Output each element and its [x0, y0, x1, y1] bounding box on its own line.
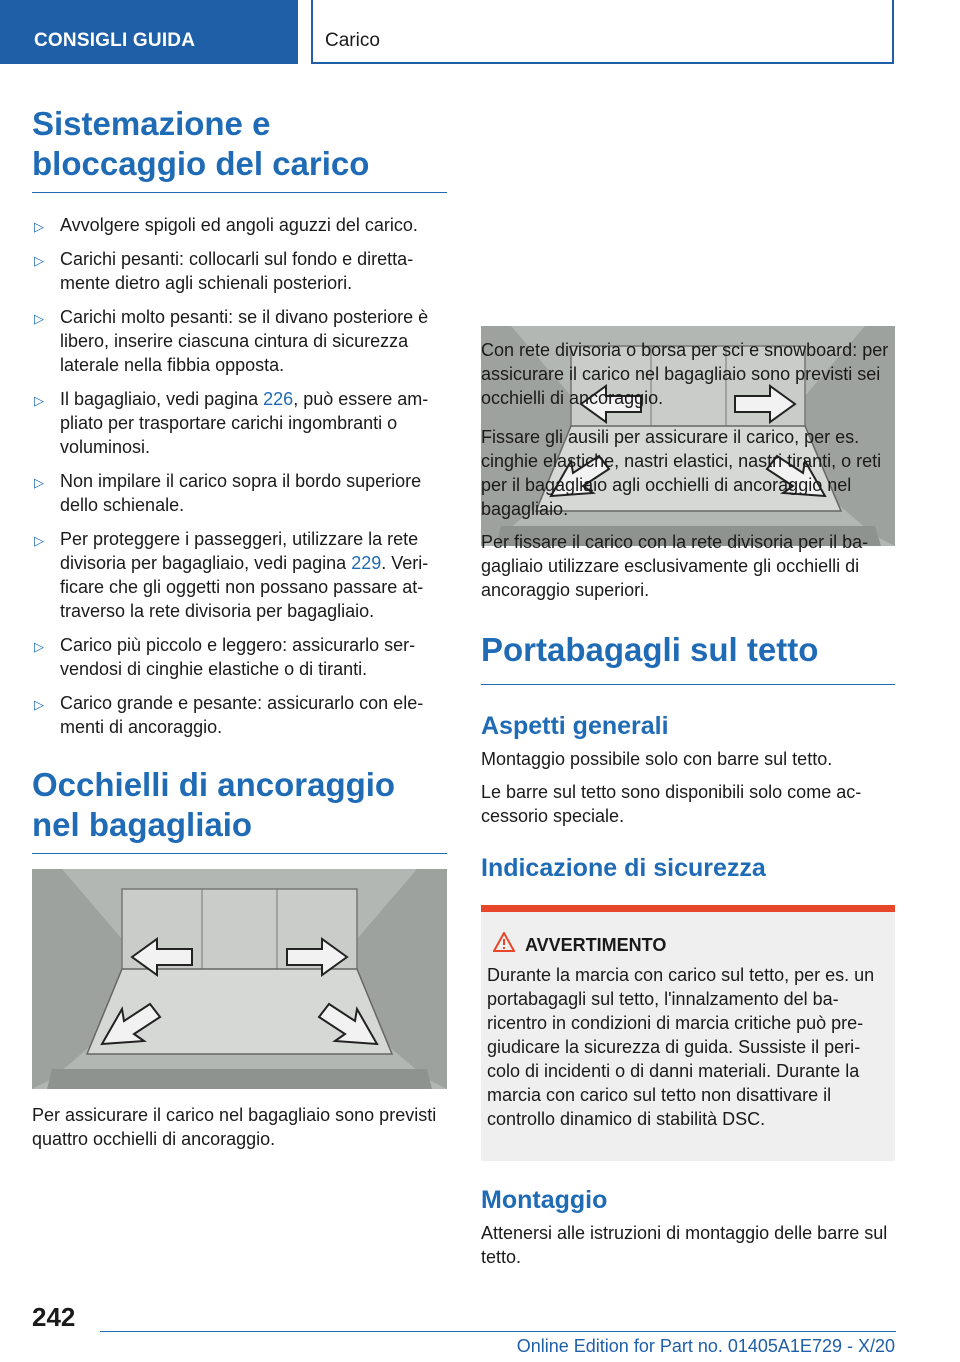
- bullet-item: ▷ Per proteggere i passeggeri, utilizzare la rete divisoria per bagagliaio, vedi pagina 229. Verificare che gli oggetti non possano passare attraverso la rete divisoria per bagagliaio.: [34, 529, 429, 621]
- triangle-bullet-icon: ▷: [34, 697, 44, 712]
- bullet-item: ▷ Carichi pesanti: collocarli sul fondo e direttamente dietro agli schienali posteriori.: [34, 249, 414, 293]
- footer-edition: Online Edition for Part no. 01405A1E729 - X/20: [516, 1336, 895, 1356]
- triangle-bullet-icon: ▷: [34, 219, 44, 234]
- anchor-rule: [32, 853, 447, 854]
- bullet-item: ▷ Il bagagliaio, vedi pagina 226, può essere ampliato per trasportare carichi ingombranti o voluminosi.: [34, 389, 429, 457]
- triangle-bullet-icon: ▷: [34, 311, 44, 326]
- warning-label: AVVERTIMENTO: [525, 935, 667, 955]
- triangle-bullet-icon: ▷: [34, 393, 44, 408]
- safety-heading: Indicazione di sicurezza: [481, 854, 766, 882]
- left-caption: Per assicurare il carico nel bagagliaio sono previsti quattro occhielli di ancoraggio.: [32, 1105, 437, 1149]
- roof-rack-title: Portabagagli sul tetto: [481, 631, 819, 668]
- section-title: Sistemazione e bloccaggio del carico: [32, 105, 370, 182]
- chapter-label: Carico: [325, 30, 380, 51]
- chapter-box: [311, 0, 894, 64]
- right-para-1: Con rete divisoria o borsa per sci e snowboard: per assicurare il carico nel bagagliaio sono previsti sei occhielli di ancoraggio.: [481, 340, 889, 408]
- warning-box: [481, 905, 895, 1161]
- anchor-section: [32, 765, 447, 854]
- general-heading: Aspetti generali: [481, 712, 669, 740]
- section-label: CONSIGLI GUIDA: [34, 30, 196, 51]
- right-column: [481, 338, 895, 883]
- mounting-para: Attenersi alle istruzioni di montaggio delle barre sul tetto.: [481, 1223, 888, 1267]
- section-tab: [0, 0, 298, 64]
- bullet-item: ▷ Carico più piccolo e leggero: assicurarlo servendosi di cinghie elastiche o di tiranti.: [34, 635, 416, 679]
- page-link-226[interactable]: 226: [263, 389, 294, 409]
- bullet-item: ▷ Avvolgere spigoli ed angoli aguzzi del carico.: [32, 213, 447, 237]
- triangle-bullet-icon: ▷: [34, 639, 44, 654]
- right-para-2: Fissare gli ausili per assicurare il carico, per es. cinghie elastiche, nastri elastici, nastri tiranti, o reti per il bagagliaio agli occhielli di ancoraggio nel bagagliaio.: [481, 427, 882, 519]
- triangle-bullet-icon: ▷: [34, 475, 44, 490]
- title-rule: [32, 192, 447, 193]
- mounting-heading: Montaggio: [481, 1186, 608, 1214]
- bullet-item: ▷ Carico grande e pesante: assicurarlo con elementi di ancoraggio.: [34, 693, 424, 737]
- general-para-2: Le barre sul tetto sono disponibili solo come accessorio speciale.: [481, 782, 862, 826]
- general-para-1: Montaggio possibile solo con barre sul tetto.: [481, 749, 833, 769]
- anchor-title: Occhielli di ancoraggio nel bagagliaio: [32, 766, 396, 843]
- page-link-229[interactable]: 229: [351, 553, 382, 573]
- warning-bar: [481, 905, 895, 912]
- footer-rule: [100, 1331, 896, 1332]
- right-para-3: Per fissare il carico con la rete divisoria per il bagagliaio utilizzare esclusivamente gli occhielli di ancoraggio superiori.: [481, 532, 869, 600]
- triangle-bullet-icon: ▷: [34, 533, 44, 548]
- triangle-bullet-icon: ▷: [34, 253, 44, 268]
- roof-rack-rule: [481, 684, 895, 685]
- page-number: 242: [32, 1302, 76, 1332]
- mounting-section: [481, 1186, 895, 1269]
- warning-text: Durante la marcia con carico sul tetto, per es. un portabagagli sul tetto, l'innalzamento del baricentro in condizioni di marcia critiche può pregiudicare la sicurezza di guida. Sussiste il pericolo di incidenti o di danni materiali. Durante la marcia con carico sul tetto non disattivare il controllo dinamico di stabilità DSC.: [487, 965, 875, 1129]
- bullet-item: ▷ Carichi molto pesanti: se il divano posteriore è libero, inserire ciascuna cintura di sicurezza laterale nella fibbia opposta.: [34, 307, 429, 375]
- bullet-list: [32, 213, 447, 739]
- bullet-item: ▷ Non impilare il carico sopra il bordo superiore dello schienale.: [34, 471, 422, 515]
- trunk-image-four-eyelets: [32, 869, 447, 1089]
- left-column: [32, 104, 447, 749]
- warning-triangle-icon: [493, 932, 515, 952]
